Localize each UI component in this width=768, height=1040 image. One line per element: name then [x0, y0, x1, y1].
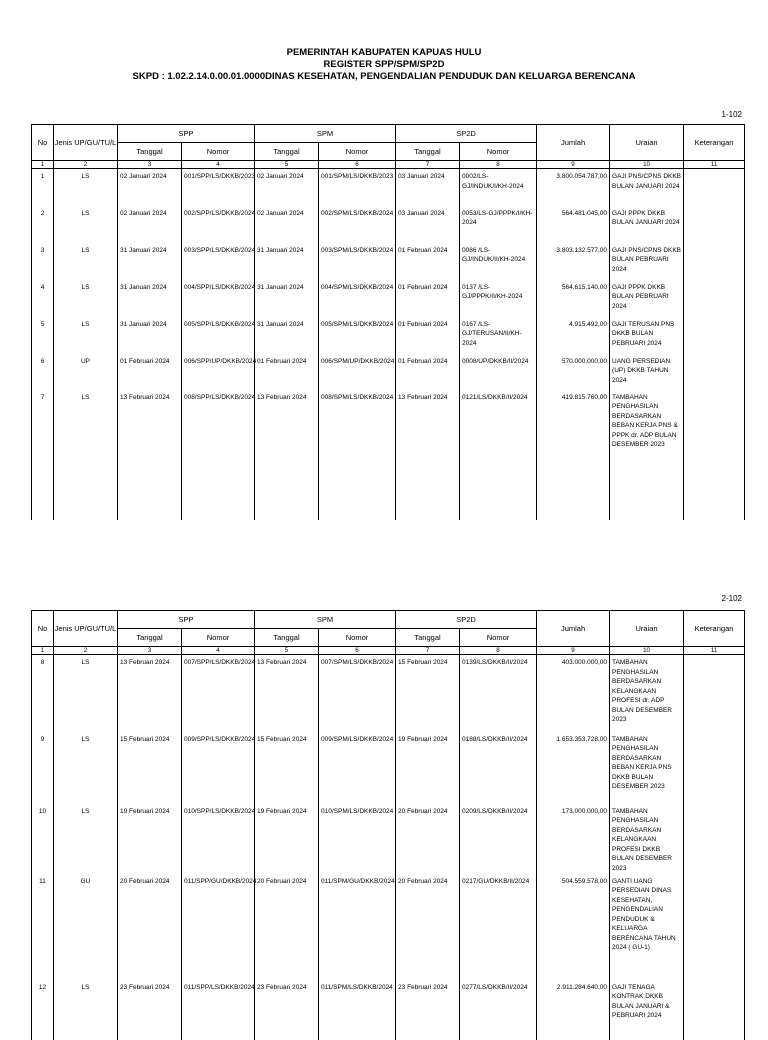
row-jenis: LS — [54, 804, 118, 874]
row-spp-nomor: 009/SPP/LS/DKKB/2024 — [182, 732, 255, 804]
register-table-page-1 — [31, 124, 745, 520]
row-uraian: TAMBAHAN PENGHASILAN BERDASARKAN KELANGKAAN PROFESI dr. ADP BULAN DESEMBER 2023 — [610, 655, 684, 732]
row-uraian: TAMBAHAN PENGHASILAN BERDASARKAN KELANGKAAN PROFESI DKKB BULAN DESEMBER 2023 — [610, 804, 684, 874]
index-cell: 11 — [684, 647, 745, 655]
row-spm-tanggal: 19 Februari 2024 — [255, 804, 319, 874]
row-jumlah: 1.653.353.728,00 — [537, 732, 610, 804]
col-header-spm: SPM — [255, 611, 396, 629]
row-spm-tanggal: 20 Februari 2024 — [255, 874, 319, 980]
index-cell: 10 — [610, 647, 684, 655]
index-cell: 4 — [182, 647, 255, 655]
table-row — [32, 390, 745, 520]
row-spm-tanggal: 23 Februari 2024 — [255, 980, 319, 1040]
row-keterangan — [684, 980, 745, 1040]
row-jenis: LS — [54, 980, 118, 1040]
row-spm-tanggal: 13 Februari 2024 — [255, 390, 319, 520]
col-header-spp: SPP — [118, 125, 255, 143]
row-spm-tanggal: 31 Januari 2024 — [255, 243, 319, 280]
row-number: 11 — [32, 874, 54, 980]
row-sp2d-nomor: 0137 /LS-GJ/PPPK/II/KH-2024 — [460, 280, 537, 317]
row-spp-tanggal: 19 Februari 2024 — [118, 804, 182, 874]
row-spp-nomor: 006/SPP/UP/DKKB/2024 — [182, 354, 255, 390]
row-spp-nomor: 008/SPP/LS/DKKB/2024 — [182, 390, 255, 520]
row-number: 7 — [32, 390, 54, 520]
row-spm-nomor: 009/SPM/LS/DKKB/2024 — [319, 732, 396, 804]
col-header-sp2d: SP2D — [396, 125, 537, 143]
table-row — [32, 874, 745, 980]
row-number: 10 — [32, 804, 54, 874]
row-number: 9 — [32, 732, 54, 804]
row-number: 6 — [32, 354, 54, 390]
row-spm-nomor: 001/SPM/LS/DKKB/2023 — [319, 169, 396, 206]
index-cell: 6 — [319, 161, 396, 169]
row-spm-tanggal: 02 Januari 2024 — [255, 206, 319, 243]
row-number: 3 — [32, 243, 54, 280]
row-spm-tanggal: 31 Januari 2024 — [255, 280, 319, 317]
row-sp2d-tanggal: 01 Februari 2024 — [396, 280, 460, 317]
row-keterangan — [684, 655, 745, 732]
row-spp-tanggal: 02 Januari 2024 — [118, 169, 182, 206]
header-register-title: REGISTER SPP/SPM/SP2D — [323, 59, 445, 70]
row-sp2d-nomor: 0167 /LS-GJ/TERUSAN/II/KH-2024 — [460, 317, 537, 354]
row-jumlah: 564.615.140,00 — [537, 280, 610, 317]
table-row — [32, 354, 745, 390]
row-jenis: LS — [54, 169, 118, 206]
table-row — [32, 243, 745, 280]
row-number: 4 — [32, 280, 54, 317]
index-cell: 6 — [319, 647, 396, 655]
row-spm-nomor: 008/SPM/LS/DKKB/2024 — [319, 390, 396, 520]
row-jumlah: 403.000.000,00 — [537, 655, 610, 732]
row-sp2d-nomor: 0188/LS/DKKB/II/2024 — [460, 732, 537, 804]
row-spp-tanggal: 01 Februari 2024 — [118, 354, 182, 390]
row-jumlah: 504.559.578,00 — [537, 874, 610, 980]
row-spm-tanggal: 02 Januari 2024 — [255, 169, 319, 206]
table-row — [32, 280, 745, 317]
row-spp-nomor: 011/SPP/LS/DKKB/2024 — [182, 980, 255, 1040]
row-spm-nomor: 003/SPM/LS/DKKB/2024 — [319, 243, 396, 280]
col-header-jenis: Jenis UP/GU/TU/L — [54, 125, 118, 161]
row-number: 2 — [32, 206, 54, 243]
row-sp2d-tanggal: 20 Februari 2024 — [396, 874, 460, 980]
row-spm-nomor: 006/SPM/UP/DKKB/2024 — [319, 354, 396, 390]
row-spp-tanggal: 31 Januari 2024 — [118, 243, 182, 280]
row-spp-tanggal: 31 Januari 2024 — [118, 317, 182, 354]
table-row — [32, 317, 745, 354]
col-header-spp: SPP — [118, 611, 255, 629]
index-cell: 8 — [460, 647, 537, 655]
row-sp2d-nomor: 0002/LS-GJ/INDUK/I/KH-2024 — [460, 169, 537, 206]
row-jenis: LS — [54, 243, 118, 280]
row-jenis: GU — [54, 874, 118, 980]
row-uraian: GAJI PPPK DKKB BULAN PEBRUARI 2024 — [610, 280, 684, 317]
row-jumlah: 2.911.284.640,00 — [537, 980, 610, 1040]
index-cell: 3 — [118, 161, 182, 169]
col-header-jenis: Jenis UP/GU/TU/L — [54, 611, 118, 647]
index-cell: 2 — [54, 647, 118, 655]
table-row — [32, 169, 745, 206]
row-spm-nomor: 007/SPM/LS/DKKB/2024 — [319, 655, 396, 732]
col-header-spp-tanggal: Tanggal — [118, 143, 182, 161]
row-jenis: LS — [54, 317, 118, 354]
header-skpd: SKPD : 1.02.2.14.0.00.01.0000DINAS KESEHATAN, PENGENDALIAN PENDUDUK DAN KELUARGA BERENCANA — [132, 71, 636, 82]
row-sp2d-tanggal: 03 Januari 2024 — [396, 169, 460, 206]
row-uraian: UANG PERSEDIAN (UP) DKKB TAHUN 2024 — [610, 354, 684, 390]
row-sp2d-nomor: 0139/LS/DKKB/II/2024 — [460, 655, 537, 732]
row-sp2d-nomor: 0277/LS/DKKB/II/2024 — [460, 980, 537, 1040]
row-jenis: LS — [54, 390, 118, 520]
index-cell: 1 — [32, 161, 54, 169]
row-uraian: TAMBAHAN PENGHASILAN BERDASARKAN BEBAN KERJA PNS DKKB BULAN DESEMBER 2023 — [610, 732, 684, 804]
row-keterangan — [684, 354, 745, 390]
row-uraian: GAJI TERUSAN PNS DKKB BULAN PEBRUARI 2024 — [610, 317, 684, 354]
row-jenis: LS — [54, 655, 118, 732]
row-spp-nomor: 005/SPP/LS/DKKB/2024 — [182, 317, 255, 354]
row-sp2d-tanggal: 03 Januari 2024 — [396, 206, 460, 243]
row-spp-tanggal: 31 Januari 2024 — [118, 280, 182, 317]
row-spm-tanggal: 15 Februari 2024 — [255, 732, 319, 804]
row-uraian: GANTI UANG PERSEDIAN DINAS KESEHATAN, PENGENDALIAN PENDUDUK & KELUARGA BERENCANA TAHUN 2024 ( GU-1) — [610, 874, 684, 980]
row-sp2d-tanggal: 01 Februari 2024 — [396, 317, 460, 354]
col-header-no: No — [32, 611, 54, 647]
row-keterangan — [684, 169, 745, 206]
col-header-spp-tanggal: Tanggal — [118, 629, 182, 647]
register-table-page-2 — [31, 610, 745, 1040]
col-header-spm-nomor: Nomor — [319, 143, 396, 161]
row-spm-nomor: 004/SPM/LS/DKKB/2024 — [319, 280, 396, 317]
row-uraian: GAJI PNS/CPNS DKKB BULAN JANUARI 2024 — [610, 169, 684, 206]
col-header-sp2d-tanggal: Tanggal — [396, 143, 460, 161]
row-jenis: LS — [54, 206, 118, 243]
row-jumlah: 419.815.760,00 — [537, 390, 610, 520]
page-number-2: 2-102 — [721, 594, 742, 603]
row-spm-nomor: 011/SPM/LS/DKKB/2024 — [319, 980, 396, 1040]
row-uraian: GAJI PPPK DKKB BULAN JANUARI 2024 — [610, 206, 684, 243]
table-row — [32, 206, 745, 243]
row-uraian: GAJI PNS/CPNS DKKB BULAN PEBRUARI 2024 — [610, 243, 684, 280]
row-jumlah: 173.000.000,00 — [537, 804, 610, 874]
row-keterangan — [684, 804, 745, 874]
table-row — [32, 980, 745, 1040]
col-header-jumlah: Jumlah — [537, 125, 610, 161]
table-row — [32, 655, 745, 732]
index-cell: 5 — [255, 161, 319, 169]
col-header-spm-tanggal: Tanggal — [255, 143, 319, 161]
index-cell: 4 — [182, 161, 255, 169]
row-spm-tanggal: 13 Februari 2024 — [255, 655, 319, 732]
row-jumlah: 3.800.054.787,00 — [537, 169, 610, 206]
row-spp-tanggal: 13 Februari 2024 — [118, 390, 182, 520]
row-number: 5 — [32, 317, 54, 354]
col-header-spm-nomor: Nomor — [319, 629, 396, 647]
row-spm-tanggal: 01 Februari 2024 — [255, 354, 319, 390]
row-jumlah: 4.915.492,00 — [537, 317, 610, 354]
row-spm-nomor: 010/SPM/LS/DKKB/2024 — [319, 804, 396, 874]
col-header-spm-tanggal: Tanggal — [255, 629, 319, 647]
row-spm-nomor: 005/SPM/LS/DKKB/2024 — [319, 317, 396, 354]
col-header-jumlah: Jumlah — [537, 611, 610, 647]
row-sp2d-nomor: 0053/LS-GJ/PPPK/I/KH-2024 — [460, 206, 537, 243]
table-row — [32, 804, 745, 874]
row-spm-nomor: 011/SPM/GU/DKKB/2024 — [319, 874, 396, 980]
index-cell: 5 — [255, 647, 319, 655]
row-sp2d-tanggal: 01 Februari 2024 — [396, 354, 460, 390]
row-jumlah: 3.803.132.577,00 — [537, 243, 610, 280]
column-index-row — [32, 647, 745, 655]
index-cell: 2 — [54, 161, 118, 169]
index-cell: 11 — [684, 161, 745, 169]
row-number: 1 — [32, 169, 54, 206]
table-row — [32, 732, 745, 804]
index-cell: 3 — [118, 647, 182, 655]
row-spp-tanggal: 15 Februari 2024 — [118, 732, 182, 804]
row-keterangan — [684, 243, 745, 280]
col-header-no: No — [32, 125, 54, 161]
col-header-sp2d-tanggal: Tanggal — [396, 629, 460, 647]
row-jumlah: 564.481.045,00 — [537, 206, 610, 243]
col-header-keterangan: Keterangan — [684, 125, 745, 161]
row-sp2d-nomor: 0121/LS/DKKB/II/2024 — [460, 390, 537, 520]
row-spp-nomor: 011/SPP/GU/DKKB/2024 — [182, 874, 255, 980]
row-number: 8 — [32, 655, 54, 732]
row-keterangan — [684, 317, 745, 354]
row-spp-nomor: 004/SPP/LS/DKKB/2024 — [182, 280, 255, 317]
row-number: 12 — [32, 980, 54, 1040]
col-header-uraian: Uraian — [610, 125, 684, 161]
row-sp2d-nomor: 0217/GU/DKKB/II/2024 — [460, 874, 537, 980]
row-spm-nomor: 002/SPM/LS/DKKB/2024 — [319, 206, 396, 243]
row-sp2d-tanggal: 15 Februari 2024 — [396, 655, 460, 732]
row-sp2d-tanggal: 19 Februari 2024 — [396, 732, 460, 804]
row-jenis: LS — [54, 280, 118, 317]
col-header-sp2d: SP2D — [396, 611, 537, 629]
row-sp2d-nomor: 0008/UP/DKKB/II/2024 — [460, 354, 537, 390]
col-header-spp-nomor: Nomor — [182, 629, 255, 647]
row-spm-tanggal: 31 Januari 2024 — [255, 317, 319, 354]
row-keterangan — [684, 280, 745, 317]
row-jumlah: 570.000.000,00 — [537, 354, 610, 390]
page-number-1: 1-102 — [721, 110, 742, 119]
row-keterangan — [684, 732, 745, 804]
row-jenis: LS — [54, 732, 118, 804]
index-cell: 10 — [610, 161, 684, 169]
row-spp-tanggal: 23 Februari 2024 — [118, 980, 182, 1040]
col-header-spp-nomor: Nomor — [182, 143, 255, 161]
row-sp2d-tanggal: 20 Februari 2024 — [396, 804, 460, 874]
column-index-row — [32, 161, 745, 169]
row-sp2d-tanggal: 01 Februari 2024 — [396, 243, 460, 280]
index-cell: 1 — [32, 647, 54, 655]
row-sp2d-tanggal: 23 Februari 2024 — [396, 980, 460, 1040]
index-cell: 9 — [537, 647, 610, 655]
row-spp-nomor: 010/SPP/LS/DKKB/2024 — [182, 804, 255, 874]
row-uraian: GAJI TENAGA KONTRAK DKKB BULAN JANUARI & PEBRUARI 2024 — [610, 980, 684, 1040]
row-spp-tanggal: 13 Februari 2024 — [118, 655, 182, 732]
col-header-uraian: Uraian — [610, 611, 684, 647]
row-keterangan — [684, 206, 745, 243]
row-spp-nomor: 007/SPP/LS/DKKB/2024 — [182, 655, 255, 732]
index-cell: 8 — [460, 161, 537, 169]
row-sp2d-tanggal: 13 Februari 2024 — [396, 390, 460, 520]
col-header-sp2d-nomor: Nomor — [460, 629, 537, 647]
row-keterangan — [684, 390, 745, 520]
col-header-spm: SPM — [255, 125, 396, 143]
row-spp-nomor: 001/SPP/LS/DKKB/2023 — [182, 169, 255, 206]
row-spp-tanggal: 02 Januari 2024 — [118, 206, 182, 243]
row-jenis: UP — [54, 354, 118, 390]
index-cell: 7 — [396, 161, 460, 169]
row-keterangan — [684, 874, 745, 980]
header-government: PEMERINTAH KABUPATEN KAPUAS HULU — [286, 47, 482, 58]
col-header-keterangan: Keterangan — [684, 611, 745, 647]
row-sp2d-nomor: 0086 /LS-GJ/INDUK/II/KH-2024 — [460, 243, 537, 280]
index-cell: 7 — [396, 647, 460, 655]
row-sp2d-nomor: 0209/LS/DKKB/II/2024 — [460, 804, 537, 874]
row-spp-nomor: 002/SPP/LS/DKKB/2024 — [182, 206, 255, 243]
index-cell: 9 — [537, 161, 610, 169]
col-header-sp2d-nomor: Nomor — [460, 143, 537, 161]
row-spp-tanggal: 20 Februari 2024 — [118, 874, 182, 980]
row-spp-nomor: 003/SPP/LS/DKKB/2024 — [182, 243, 255, 280]
row-uraian: TAMBAHAN PENGHASILAN BERDASARKAN BEBAN KERJA PNS & PPPK dr. ADP BULAN DESEMBER 2023 — [610, 390, 684, 520]
